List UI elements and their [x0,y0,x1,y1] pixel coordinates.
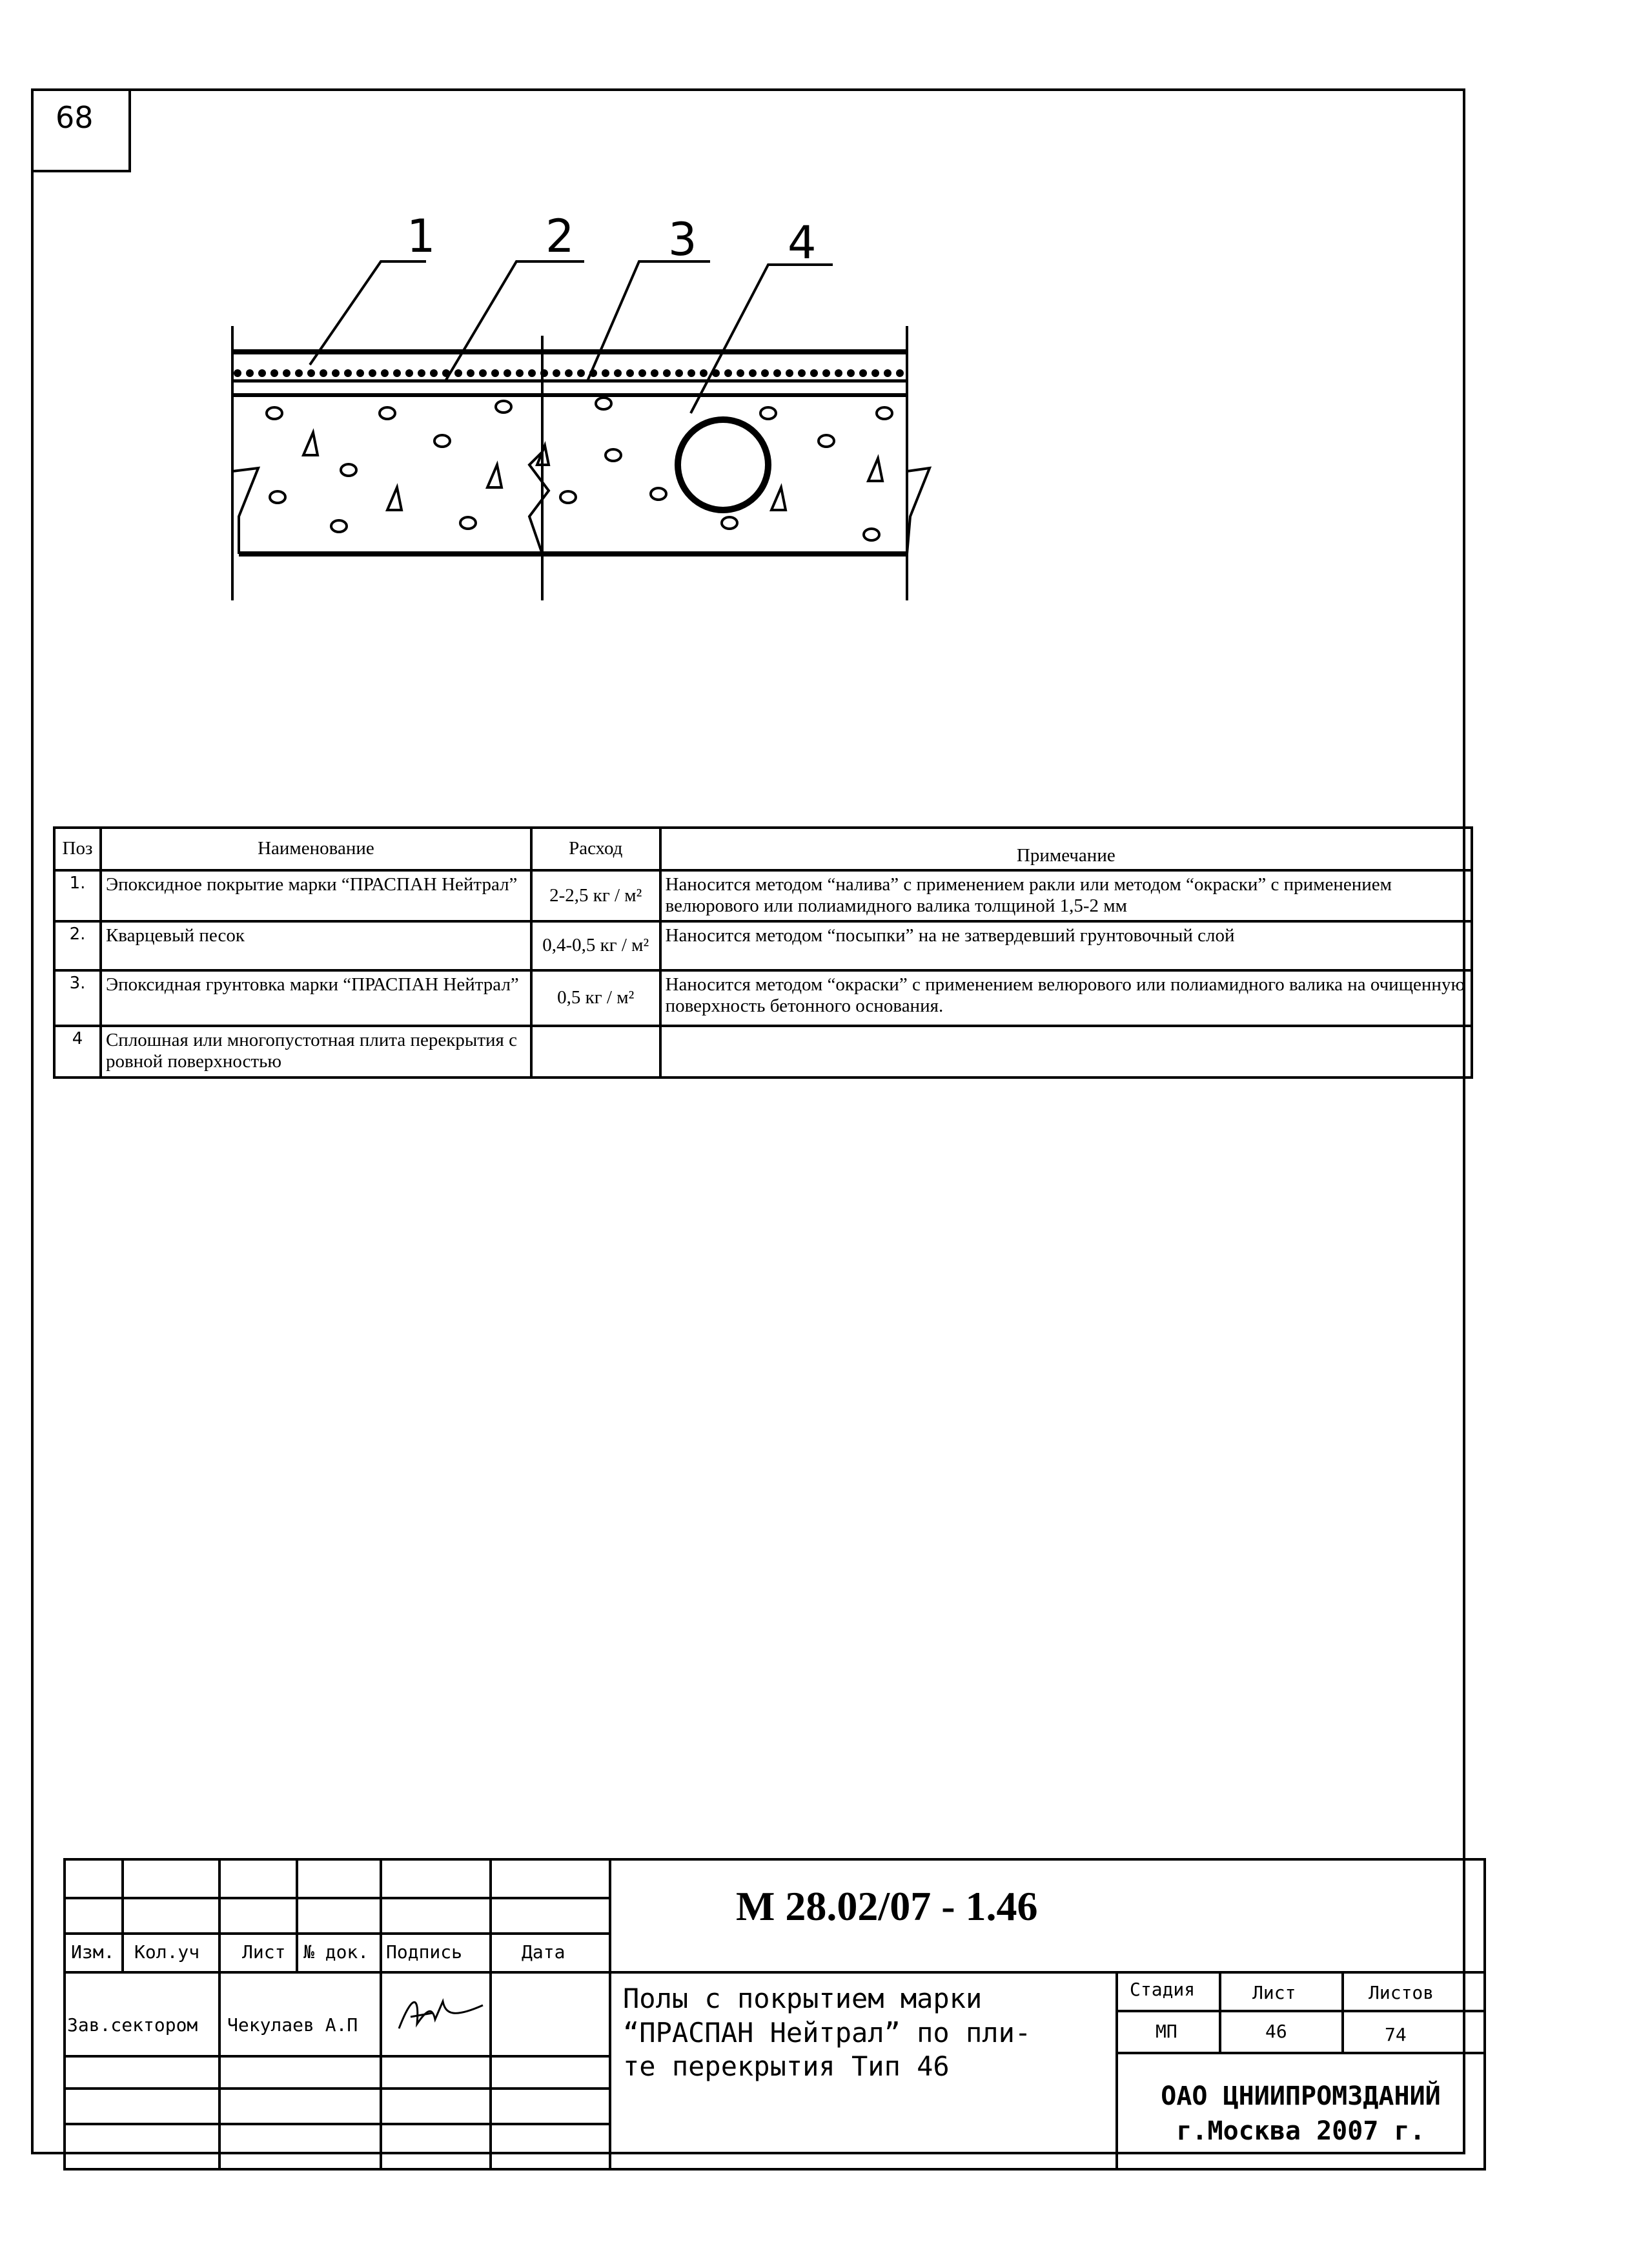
header-note: Примечание [660,828,1472,870]
row-rate: 2-2,5 кг / м² [531,870,660,921]
row-pos: 3. [54,970,101,1026]
row-pos: 4 [54,1026,101,1078]
corner-sheet-number: 68 [31,88,131,172]
col-date: Дата [522,1941,565,1963]
organization: ОАО ЦНИИПРОМЗДАНИЙ г.Москва 2007 г. [1161,2081,1441,2146]
row-note: Наносится методом “посыпки” на не затвердевший грунтовочный слой [660,921,1472,970]
header-pos: Поз [54,828,101,870]
callout-4: 4 [788,216,817,269]
row-name: Эпоксидная грунтовка марки “ПРАСПАН Нейтрал” [101,970,531,1026]
stage-value: МП [1156,2021,1177,2042]
row-name: Сплошная или многопустотная плита перекрытия с ровной поверхностью [101,1026,531,1078]
col-list: Лист [242,1941,286,1963]
col-signature: Подпись [386,1941,463,1963]
col-doc-number: № док. [303,1941,369,1963]
row-note: Наносится методом “окраски” с применением велюрового или полиамидного валика на очищенную поверхность бетонного основания. [660,970,1472,1026]
sheets-value: 74 [1385,2024,1407,2045]
col-kol-uch: Кол.уч [134,1941,200,1963]
row-name: Эпоксидное покрытие марки “ПРАСПАН Нейтрал” [101,870,531,921]
document-designation: М 28.02/07 - 1.46 [736,1883,1038,1929]
row-rate: 0,4-0,5 кг / м² [531,921,660,970]
callout-1: 1 [407,210,436,263]
header-rate: Расход [531,828,660,870]
row-rate: 0,5 кг / м² [531,970,660,1026]
row-pos: 2. [54,921,101,970]
sheet-label: Лист [1252,1982,1296,2003]
signature-mark [392,1988,489,2040]
sheets-label: Листов [1369,1982,1434,2003]
col-izm: Изм. [71,1941,115,1963]
row-pos: 1. [54,870,101,921]
stage-label: Стадия [1130,1979,1196,2000]
row-note: Наносится методом “налива” с применением ракли или методом “окраски” с применением велюрового или полиамидного валика толщиной 1,5-2 мм [660,870,1472,921]
row-name: Кварцевый песок [101,921,531,970]
role-label: Зав.сектором [67,2014,198,2036]
sheet-value: 46 [1265,2021,1287,2042]
callout-2: 2 [545,210,575,263]
sheet-title: Полы с покрытием марки “ПРАСПАН Нейтрал” по пли- те перекрытия Тип 46 [623,1983,1032,2082]
callout-3: 3 [668,213,697,266]
header-name: Наименование [101,828,531,870]
person-name: Чекулаев А.П [227,2014,358,2036]
